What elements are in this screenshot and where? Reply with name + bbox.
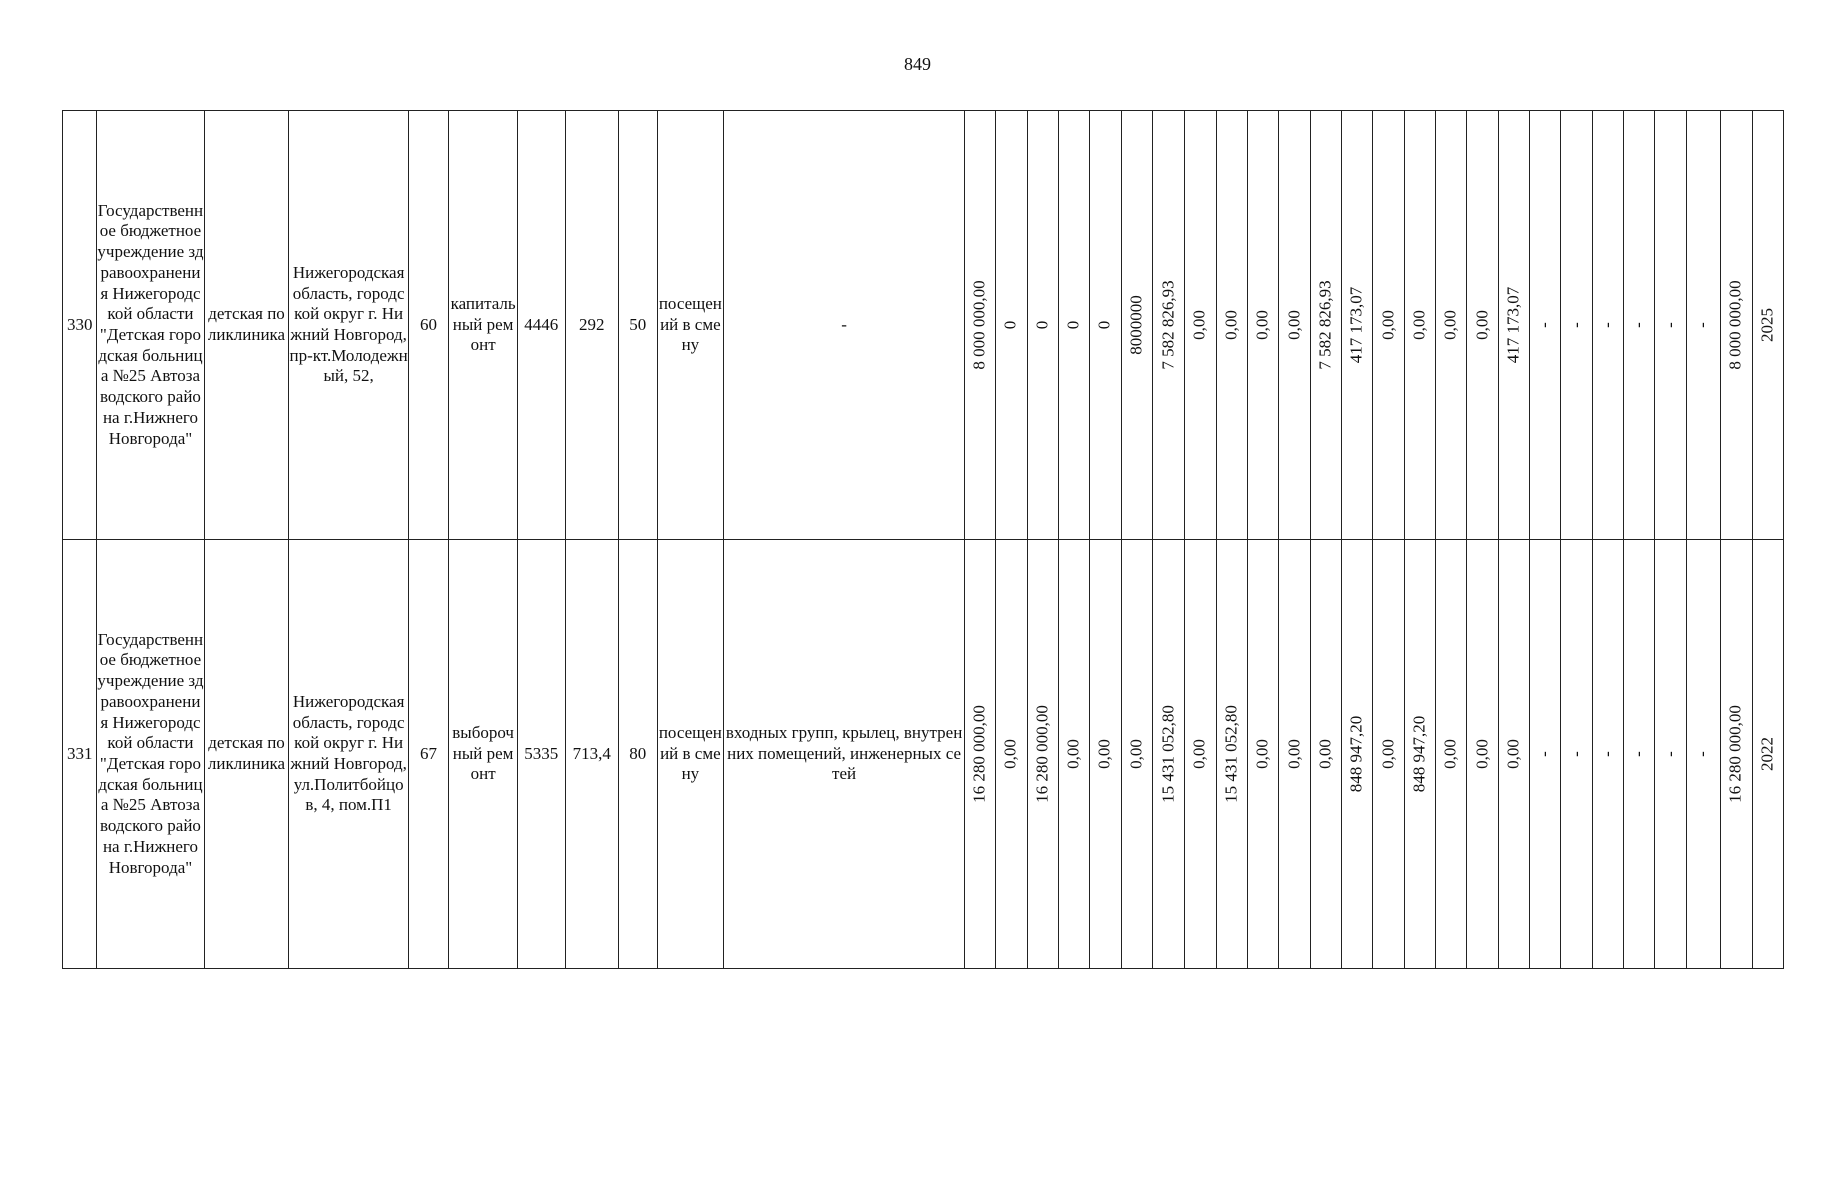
funding-value: 848 947,20 — [1409, 715, 1429, 793]
funding-value: 0,00 — [1284, 310, 1304, 340]
funding-value-cell — [1655, 111, 1686, 540]
funding-value-cell — [1310, 111, 1341, 540]
funding-value-cell — [1436, 540, 1467, 969]
col-9-value: 80 — [619, 540, 657, 969]
capacity-unit: посещений в смену — [657, 540, 724, 969]
funding-value: - — [1660, 322, 1680, 328]
funding-value: 16 280 000,00 — [1725, 705, 1745, 803]
funding-value: 0,00 — [1472, 310, 1492, 340]
funding-value-cell — [1498, 111, 1529, 540]
funding-value: - — [1693, 322, 1713, 328]
funding-value-cell — [1624, 111, 1655, 540]
funding-value-cell — [1342, 111, 1373, 540]
funding-value-cell — [1561, 111, 1592, 540]
funding-value-cell — [964, 540, 995, 969]
funding-value: 0,00 — [1503, 739, 1523, 769]
object-type: детская поликлиника — [204, 540, 289, 969]
funding-value-cell — [1373, 111, 1404, 540]
funding-value-cell — [1058, 540, 1089, 969]
col-8-value: 292 — [565, 111, 619, 540]
funding-value: 16 280 000,00 — [969, 705, 989, 803]
funding-value: 0,00 — [1126, 739, 1146, 769]
funding-value: 0,00 — [1001, 739, 1021, 769]
funding-value-cell — [1279, 111, 1310, 540]
funding-value-cell — [1592, 540, 1623, 969]
funding-value: 15 431 052,80 — [1221, 705, 1241, 803]
table-row — [63, 111, 1784, 540]
funding-value-cell — [1152, 540, 1184, 969]
page-number: 849 — [904, 54, 931, 74]
funding-value-cell — [1121, 111, 1152, 540]
work-type: выборочный ремонт — [449, 540, 518, 969]
col-7-value: 4446 — [517, 111, 565, 540]
funding-value: - — [1534, 751, 1554, 757]
funding-value: 0,00 — [1440, 739, 1460, 769]
object-address: Нижегородская область, городской округ г. Нижний Новгород, пр-кт.Молодежный, 52, — [289, 111, 408, 540]
funding-value: 8 000 000,00 — [1725, 280, 1745, 370]
funding-value-cell — [1058, 111, 1089, 540]
funding-value: - — [1534, 322, 1554, 328]
organization-name: Государственное бюджетное учреждение здравоохранения Нижегородской области "Детская городская больница №25 Автозаводского района г.Нижнего Новгорода" — [97, 540, 204, 969]
funding-value-cell — [1592, 111, 1623, 540]
funding-value: 0,00 — [1190, 739, 1210, 769]
funding-value-cell — [1310, 540, 1341, 969]
funding-value-cell — [1185, 111, 1216, 540]
funding-value-cell — [1498, 540, 1529, 969]
funding-value: - — [1660, 751, 1680, 757]
funding-value: - — [1566, 751, 1586, 757]
funding-value: 7 582 826,93 — [1158, 280, 1178, 370]
funding-value-cell — [1655, 540, 1686, 969]
funding-value: 0,00 — [1315, 739, 1335, 769]
funding-value: 8000000 — [1126, 295, 1146, 355]
work-type: капитальный ремонт — [449, 111, 518, 540]
funding-value-cell — [1530, 540, 1561, 969]
funding-value-cell — [996, 540, 1027, 969]
funding-value-cell — [1561, 540, 1592, 969]
funding-value-cell — [1467, 540, 1498, 969]
funding-value-cell — [1404, 540, 1435, 969]
funding-value: 2022 — [1757, 737, 1777, 771]
funding-value: 15 431 052,80 — [1158, 705, 1178, 803]
funding-value-cell — [1404, 111, 1435, 540]
funding-value: 0,00 — [1063, 739, 1083, 769]
col-5-value: 67 — [408, 540, 448, 969]
funding-value: 2025 — [1757, 308, 1777, 342]
col-8-value: 713,4 — [565, 540, 619, 969]
funding-value: - — [1597, 751, 1617, 757]
funding-value-cell — [1185, 540, 1216, 969]
col-7-value: 5335 — [517, 540, 565, 969]
funding-value-cell — [1686, 540, 1720, 969]
funding-value: 0,00 — [1284, 739, 1304, 769]
funding-value: 0 — [1095, 320, 1115, 330]
row-number: 330 — [63, 111, 97, 540]
funding-value: 417 173,07 — [1346, 286, 1366, 364]
funding-value-cell — [1686, 111, 1720, 540]
funding-value: 0,00 — [1252, 310, 1272, 340]
funding-value: 0 — [1001, 320, 1021, 330]
funding-value-cell — [1624, 540, 1655, 969]
organization-name: Государственное бюджетное учреждение здравоохранения Нижегородской области "Детская городская больница №25 Автозаводского района г.Нижнего Новгорода" — [97, 111, 204, 540]
funding-value-cell — [1090, 540, 1121, 969]
funding-value-cell — [1467, 111, 1498, 540]
capacity-unit: посещений в смену — [657, 111, 724, 540]
funding-value: 0,00 — [1378, 739, 1398, 769]
funding-value: - — [1566, 322, 1586, 328]
funding-value: 0,00 — [1472, 739, 1492, 769]
funding-value: 848 947,20 — [1346, 715, 1366, 793]
table-row — [63, 540, 1784, 969]
funding-value-cell — [1152, 111, 1184, 540]
funding-value: 0,00 — [1378, 310, 1398, 340]
funding-value-cell — [1752, 111, 1783, 540]
funding-value-cell — [1216, 540, 1247, 969]
funding-value: 0,00 — [1252, 739, 1272, 769]
funding-value-cell — [1121, 540, 1152, 969]
funding-value: 0 — [1063, 320, 1083, 330]
funding-value: - — [1693, 751, 1713, 757]
funding-value-cell — [1752, 540, 1783, 969]
funding-value-cell — [1373, 540, 1404, 969]
funding-value-cell — [1530, 111, 1561, 540]
col-5-value: 60 — [408, 111, 448, 540]
funding-value: 0,00 — [1221, 310, 1241, 340]
funding-value: - — [1628, 322, 1648, 328]
work-description: - — [724, 111, 965, 540]
funding-value: 0,00 — [1095, 739, 1115, 769]
funding-value-cell — [1090, 111, 1121, 540]
funding-value: 0 — [1032, 320, 1052, 330]
funding-value: 0,00 — [1409, 310, 1429, 340]
funding-value-cell — [1721, 111, 1752, 540]
funding-value-cell — [996, 111, 1027, 540]
funding-value-cell — [1027, 540, 1058, 969]
funding-value: 8 000 000,00 — [969, 280, 989, 370]
row-number: 331 — [63, 540, 97, 969]
col-9-value: 50 — [619, 111, 657, 540]
funding-value: 0,00 — [1440, 310, 1460, 340]
funding-value-cell — [1247, 111, 1278, 540]
funding-value-cell — [1216, 111, 1247, 540]
funding-value-cell — [1721, 540, 1752, 969]
object-type: детская поликлиника — [204, 111, 289, 540]
funding-value: 16 280 000,00 — [1032, 705, 1052, 803]
object-address: Нижегородская область, городской округ г. Нижний Новгород, ул.Политбойцов, 4, пом.П1 — [289, 540, 408, 969]
funding-value: 417 173,07 — [1503, 286, 1523, 364]
funding-value-cell — [1247, 540, 1278, 969]
funding-value-cell — [964, 111, 995, 540]
funding-value: - — [1597, 322, 1617, 328]
funding-value: - — [1628, 751, 1648, 757]
funding-value: 7 582 826,93 — [1315, 280, 1335, 370]
funding-value-cell — [1027, 111, 1058, 540]
funding-value: 0,00 — [1190, 310, 1210, 340]
work-description: входных групп, крылец, внутренних помещений, инженерных сетей — [724, 540, 965, 969]
funding-value-cell — [1279, 540, 1310, 969]
registry-table — [62, 110, 1784, 969]
funding-value-cell — [1436, 111, 1467, 540]
funding-value-cell — [1342, 540, 1373, 969]
